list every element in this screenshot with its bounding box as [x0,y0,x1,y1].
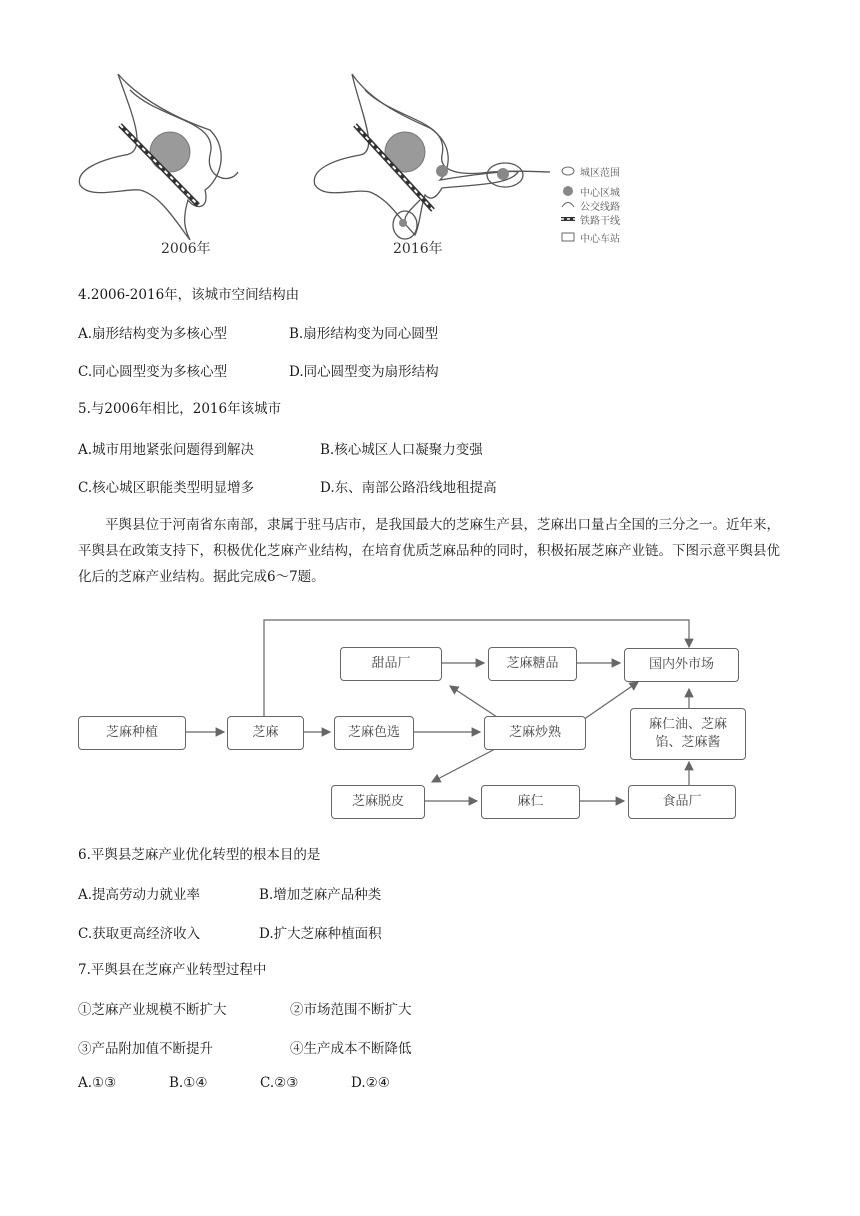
box-peeling: 芝麻脱皮 [331,785,425,819]
q6-option-c: C.获取更高经济收入 [78,926,201,942]
q7-statement-3: ③产品附加值不断提升 [78,1041,213,1057]
q4-option-d: D.同心圆型变为扇形结构 [289,364,439,380]
map-label-2006: 2006年 [161,241,211,257]
center-zone-2006 [150,132,190,172]
legend-label: 铁路干线 [580,215,620,227]
legend-railway [560,212,620,226]
legend-label: 公交线路 [580,201,620,213]
legend-label: 城区范围 [580,167,620,179]
q7-stem: 7.平舆县在芝麻产业转型过程中 [78,962,267,978]
q7-statement-4: ④生产成本不断降低 [290,1041,412,1057]
box-dessert-factory: 甜品厂 [340,647,442,681]
sub-center-south [399,219,407,227]
q4-option-b: B.扇形结构变为同心圆型 [289,326,439,342]
box-planting: 芝麻种植 [78,716,186,750]
q7-option-a: A.①③ [78,1075,117,1091]
map-legend [560,158,690,278]
city-area-oval-icon [560,165,576,177]
q5-stem: 5.与2006年相比，2016年该城市 [78,401,282,417]
box-roasting: 芝麻炒熟 [484,716,586,750]
map-2016 [314,74,550,239]
sub-center-east-1 [436,165,448,177]
box-sesame-candy: 芝麻糖品 [488,647,577,681]
q7-option-b: B.①④ [169,1075,208,1091]
q5-option-a: A.城市用地紧张问题得到解决 [78,442,255,458]
box-food-factory: 食品厂 [628,785,736,819]
products-line-2: 馅、芝麻酱 [655,735,721,750]
q7-statement-2: ②市场范围不断扩大 [290,1002,412,1018]
q5-option-d: D.东、南部公路沿线地租提高 [320,480,497,496]
box-products [630,708,746,760]
box-sorting: 芝麻色选 [334,716,414,750]
map-label-2016: 2016年 [393,241,443,257]
q6-option-a: A.提高劳动力就业率 [78,887,201,903]
q6-stem: 6.平舆县芝麻产业优化转型的根本目的是 [78,847,321,863]
products-line-1: 麻仁油、芝麻 [648,717,727,732]
q4-stem: 4.2006-2016年，该城市空间结构由 [78,287,300,303]
legend-label: 中心区城 [580,187,620,199]
q5-option-c: C.核心城区职能类型明显增多 [78,480,255,496]
q4-option-a: A.扇形结构变为多核心型 [78,326,228,342]
sesame-industry-flowchart [72,612,772,827]
legend-bus-line [560,198,620,212]
q6-option-b: B.增加芝麻产品种类 [259,887,382,903]
legend-city-area [560,164,620,178]
legend-central-station [560,230,620,244]
box-market: 国内外市场 [624,648,739,682]
q7-option-d: D.②④ [351,1075,390,1091]
q6-option-d: D.扩大芝麻种植面积 [259,926,382,942]
q7-statement-1: ①芝麻产业规模不断扩大 [78,1002,227,1018]
q7-option-c: C.②③ [260,1075,299,1091]
sub-center-east-2 [497,168,509,180]
box-sesame: 芝麻 [227,716,304,750]
bus-line-icon [560,199,576,211]
railway-icon [560,213,576,225]
q5-option-b: B.核心城区人口凝聚力变强 [320,442,483,458]
legend-center-zone [560,184,620,198]
legend-label: 中心车站 [580,233,620,245]
central-station-icon [560,231,576,243]
q4-option-c: C.同心圆型变为多核心型 [78,364,228,380]
center-zone-dot-icon [560,185,576,197]
passage-text: 平舆县位于河南省东南部，隶属于驻马店市，是我国最大的芝麻生产县，芝麻出口量占全国的三分之一。近年来，平舆县在政策支持下，积极优化芝麻产业结构，在培育优质芝麻品种的同时，积极拓展芝麻产业链。下图示意平舆县优化后的芝麻产业结构。据此完成6～7题。 [78,517,780,585]
box-kernel: 麻仁 [481,785,580,819]
